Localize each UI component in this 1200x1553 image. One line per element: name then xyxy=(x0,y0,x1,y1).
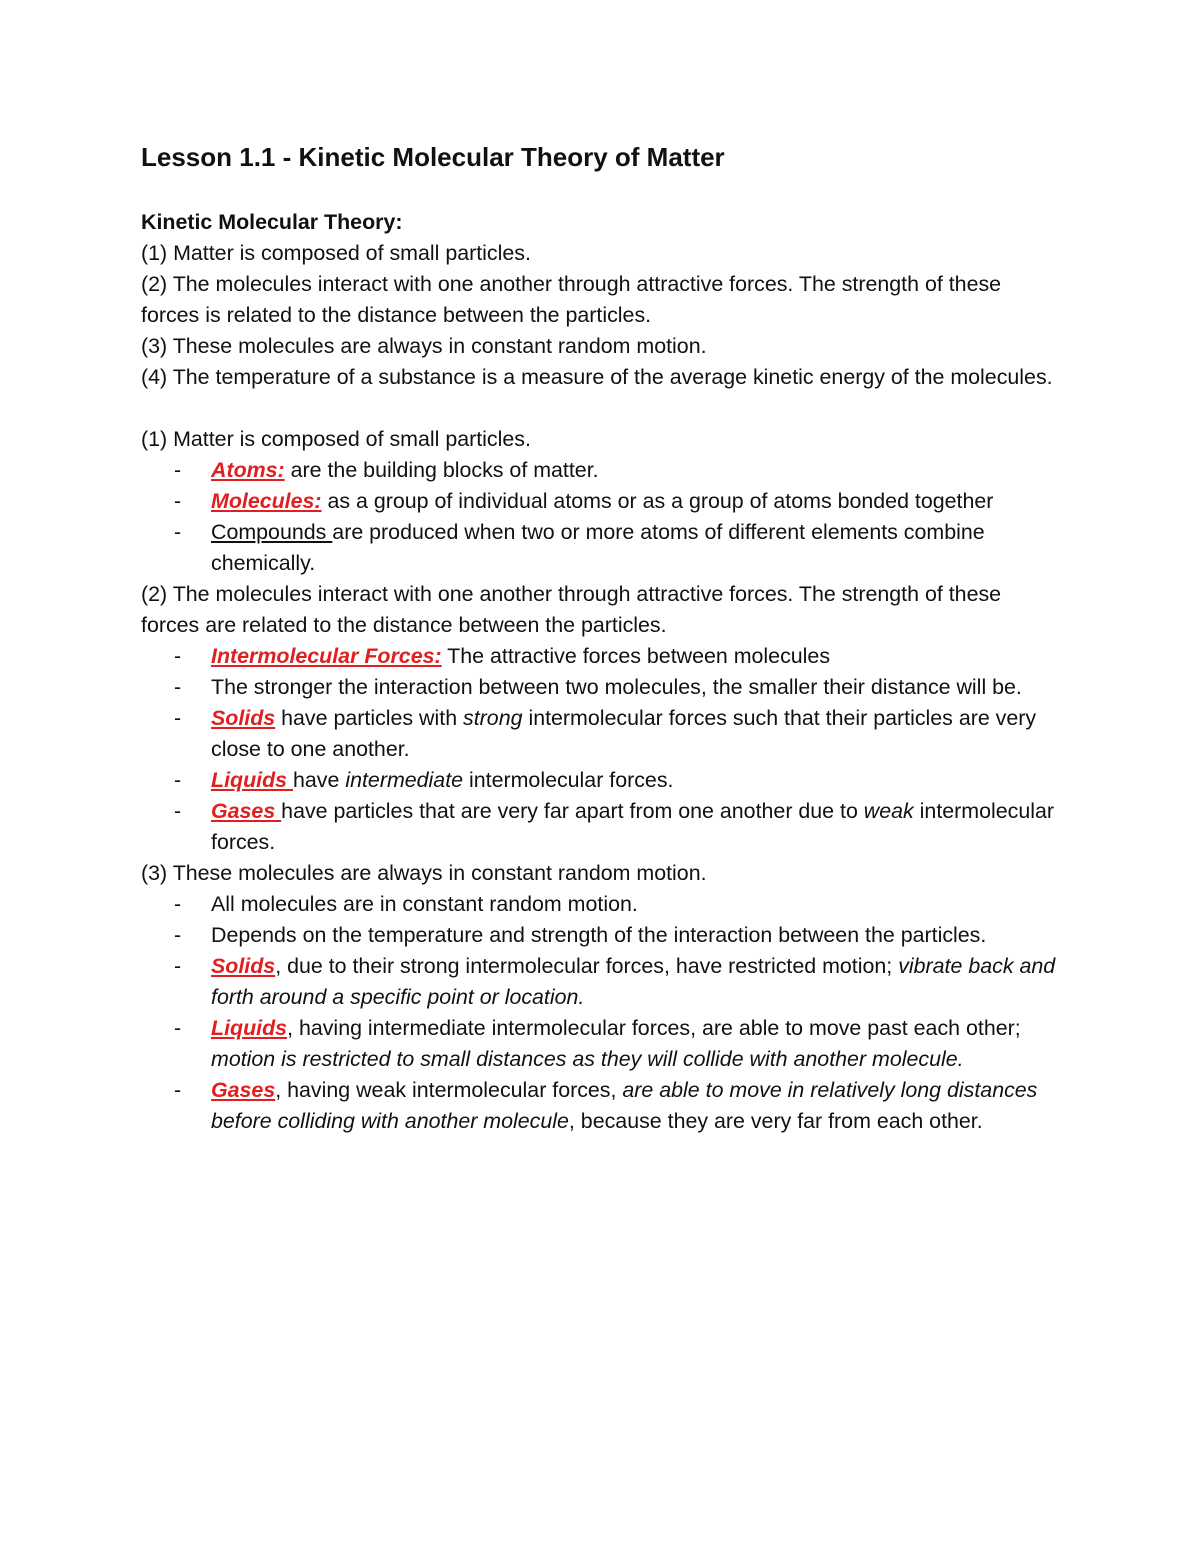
term-atoms: Atoms: xyxy=(211,458,285,482)
dash-bullet: - xyxy=(174,799,182,823)
list-item-compounds xyxy=(141,517,1061,579)
motion-gases-text-2: , because they are very far from each other. xyxy=(568,1109,983,1133)
term-molecules: Molecules: xyxy=(211,489,322,513)
motion-liquids-emphasis: motion is restricted to small distances as they will collide with another molecule. xyxy=(211,1047,964,1071)
compounds-text: are produced when two or more atoms of different elements combine chemically. xyxy=(211,520,985,575)
section-3-list xyxy=(141,889,1061,1137)
paragraph-gap xyxy=(141,393,1061,424)
dash-bullet: - xyxy=(174,458,182,482)
term-gases-motion: Gases xyxy=(211,1078,276,1102)
list-item-motion-solids xyxy=(141,951,1061,1013)
list-item-imf xyxy=(141,641,1061,672)
list-item-solids xyxy=(141,703,1061,765)
dash-bullet: - xyxy=(174,489,182,513)
document-content xyxy=(141,141,1061,1137)
depends-text: Depends on the temperature and strength of the interaction between the particles. xyxy=(211,923,987,947)
list-item-stronger xyxy=(141,672,1061,703)
term-solids: Solids xyxy=(211,706,276,730)
dash-bullet: - xyxy=(174,675,182,699)
stronger-text: The stronger the interaction between two molecules, the smaller their distance will be. xyxy=(211,675,1022,699)
motion-solids-text: , due to their strong intermolecular forces, have restricted motion; xyxy=(275,954,899,978)
all-molecules-text: All molecules are in constant random motion. xyxy=(211,892,638,916)
list-item-motion-liquids xyxy=(141,1013,1061,1075)
list-item-atoms xyxy=(141,455,1061,486)
section-3-heading: (3) These molecules are always in constant random motion. xyxy=(141,861,707,885)
gases-text-2: intermolecular forces. xyxy=(211,799,1055,854)
motion-solids-emphasis: vibrate back and forth around a specific point or location. xyxy=(211,954,1056,1009)
dash-bullet: - xyxy=(174,1078,182,1102)
molecules-text: as a group of individual atoms or as a group of atoms bonded together xyxy=(321,489,994,513)
dash-bullet: - xyxy=(174,768,182,792)
term-intermolecular-forces: Intermolecular Forces: xyxy=(211,644,442,668)
liquids-text-1: have xyxy=(293,768,346,792)
dash-bullet: - xyxy=(174,1016,182,1040)
document-body xyxy=(141,207,1061,1137)
term-solids-motion: Solids xyxy=(211,954,276,978)
solids-emphasis: strong xyxy=(463,706,523,730)
dash-bullet: - xyxy=(174,892,182,916)
dash-bullet: - xyxy=(174,923,182,947)
section-1-heading: (1) Matter is composed of small particles. xyxy=(141,427,531,451)
kmt-heading: Kinetic Molecular Theory: xyxy=(141,210,403,234)
motion-gases-emphasis: are able to move in relatively long distances before colliding with another molecule xyxy=(211,1078,1038,1133)
section-2-list xyxy=(141,641,1061,858)
section-2-heading: (2) The molecules interact with one another through attractive forces. The strength of these forces are related to the distance between the particles. xyxy=(141,582,1002,637)
list-item-molecules xyxy=(141,486,1061,517)
term-liquids: Liquids xyxy=(211,768,293,792)
list-item-motion-gases xyxy=(141,1075,1061,1137)
dash-bullet: - xyxy=(174,954,182,978)
postulate-2: (2) The molecules interact with one another through attractive forces. The strength of these forces is related to the distance between the particles. xyxy=(141,272,1002,327)
liquids-text-2: intermolecular forces. xyxy=(463,768,674,792)
gases-text-1: have particles that are very far apart from one another due to xyxy=(281,799,864,823)
motion-gases-text-1: , having weak intermolecular forces, xyxy=(275,1078,623,1102)
term-compounds: Compounds xyxy=(211,520,333,544)
postulate-4: (4) The temperature of a substance is a measure of the average kinetic energy of the molecules. xyxy=(141,365,1053,389)
imf-text: The attractive forces between molecules xyxy=(441,644,831,668)
term-liquids-motion: Liquids xyxy=(211,1016,288,1040)
dash-bullet: - xyxy=(174,520,182,544)
postulate-3: (3) These molecules are always in constant random motion. xyxy=(141,334,707,358)
gases-emphasis: weak xyxy=(863,799,914,823)
list-item-gases xyxy=(141,796,1061,858)
liquids-emphasis: intermediate xyxy=(345,768,464,792)
motion-liquids-text: , having intermediate intermolecular forces, are able to move past each other; xyxy=(287,1016,1021,1040)
solids-text-2: intermolecular forces such that their particles are very close to one another. xyxy=(211,706,1037,761)
section-1-list xyxy=(141,455,1061,579)
postulate-1: (1) Matter is composed of small particles. xyxy=(141,241,531,265)
atoms-text: are the building blocks of matter. xyxy=(284,458,599,482)
dash-bullet: - xyxy=(174,644,182,668)
list-item-liquids xyxy=(141,765,1061,796)
dash-bullet: - xyxy=(174,706,182,730)
list-item-depends xyxy=(141,920,1061,951)
list-item-all-molecules xyxy=(141,889,1061,920)
term-gases: Gases xyxy=(211,799,282,823)
page-title: Lesson 1.1 - Kinetic Molecular Theory of Matter xyxy=(141,142,725,172)
solids-text-1: have particles with xyxy=(275,706,464,730)
